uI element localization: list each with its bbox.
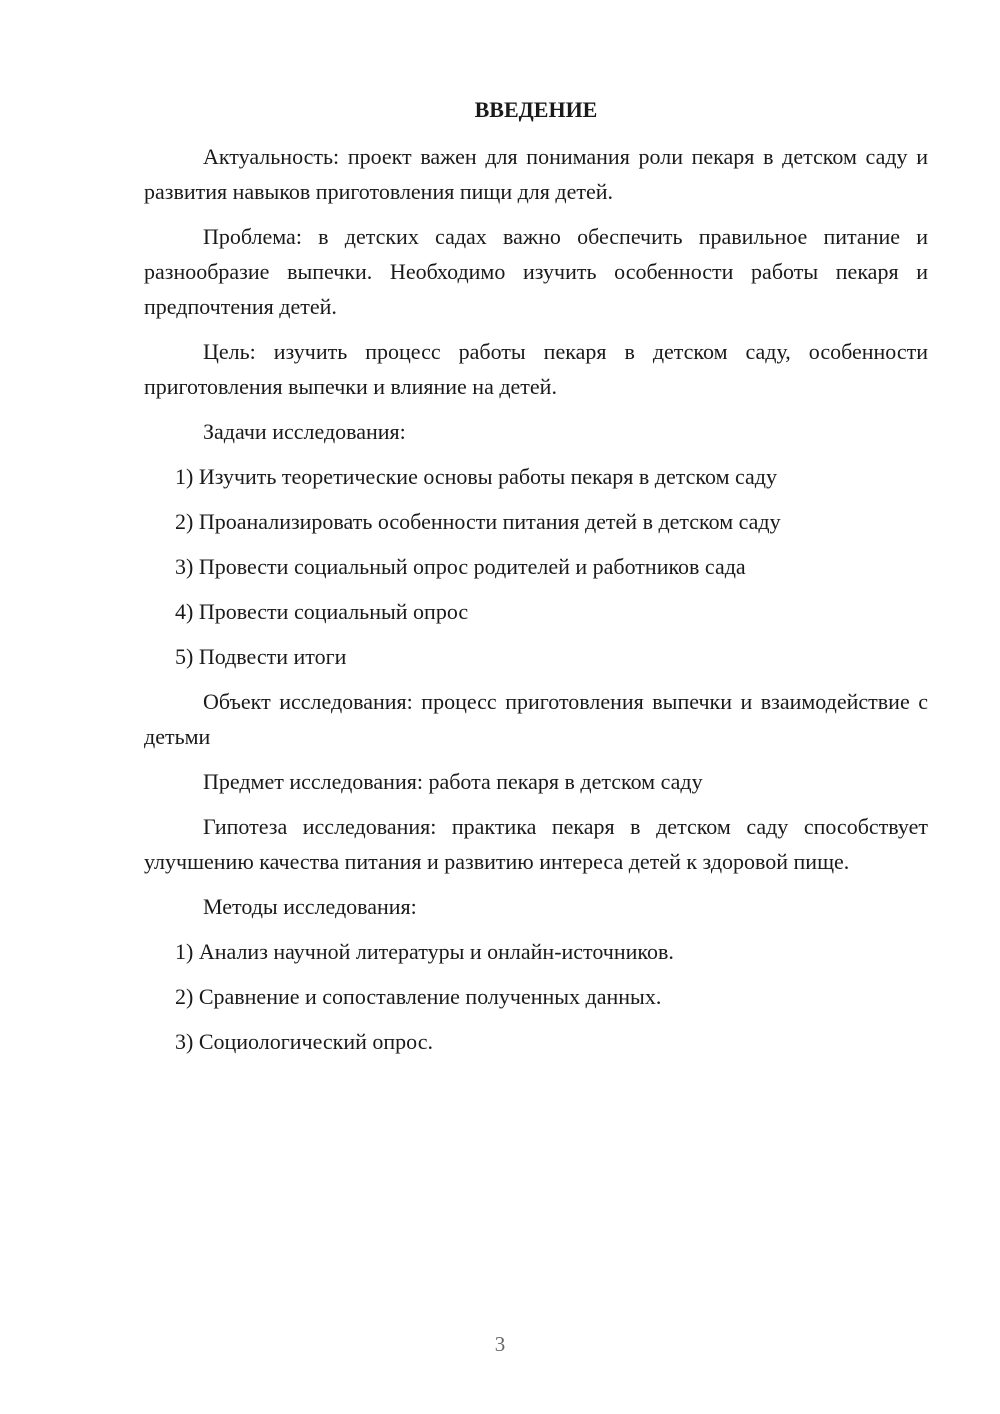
tasks-list xyxy=(144,459,928,674)
tasks-heading: Задачи исследования: xyxy=(203,419,406,444)
page-title: ВВЕДЕНИЕ xyxy=(474,97,598,122)
task-item: 2) Проанализировать особенности питания детей в детском саду xyxy=(175,509,781,534)
object-paragraph: Объект исследования: процесс приготовления выпечки и взаимодействие с детьми xyxy=(144,689,928,749)
subject-paragraph: Предмет исследования: работа пекаря в детском саду xyxy=(203,769,703,794)
method-item: 1) Анализ научной литературы и онлайн-источников. xyxy=(175,939,674,964)
goal-paragraph: Цель: изучить процесс работы пекаря в детском саду, особенности приготовления выпечки и влияние на детей. xyxy=(144,339,928,399)
method-item: 3) Социологический опрос. xyxy=(175,1029,433,1054)
task-item: 1) Изучить теоретические основы работы пекаря в детском саду xyxy=(175,464,777,489)
method-item: 2) Сравнение и сопоставление полученных данных. xyxy=(175,984,662,1009)
hypothesis-paragraph: Гипотеза исследования: практика пекаря в детском саду способствует улучшению качества питания и развитию интереса детей к здоровой пище. xyxy=(144,814,928,874)
methods-heading: Методы исследования: xyxy=(203,894,417,919)
task-item: 5) Подвести итоги xyxy=(175,644,347,669)
document-page xyxy=(144,92,928,1069)
page-number: 3 xyxy=(494,1332,506,1356)
task-item: 4) Провести социальный опрос xyxy=(175,599,469,624)
problem-paragraph: Проблема: в детских садах важно обеспечить правильное питание и разнообразие выпечки. Необходимо изучить особенности работы пекаря и предпочтения детей. xyxy=(144,224,928,319)
task-item: 3) Провести социальный опрос родителей и работников сада xyxy=(175,554,746,579)
methods-list xyxy=(144,934,928,1059)
relevance-paragraph: Актуальность: проект важен для понимания роли пекаря в детском саду и развития навыков приготовления пищи для детей. xyxy=(144,144,928,204)
